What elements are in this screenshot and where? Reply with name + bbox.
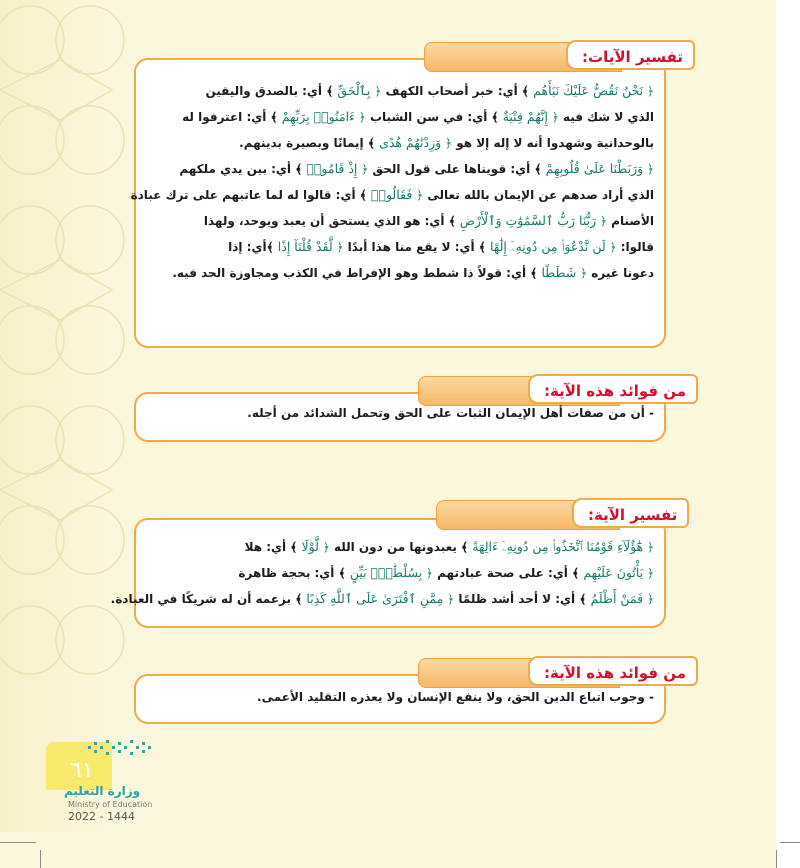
text-line (146, 560, 654, 586)
crop-mark (780, 842, 800, 843)
section-title: من فوائد هذه الآية: (528, 374, 698, 404)
quran-bracket: ﴿ (547, 110, 559, 124)
tafsir-verse-text (110, 534, 654, 612)
quran-bracket: ﴿ (443, 592, 455, 606)
quran-quote: يَأْتُونَ عَلَيْهِم (583, 565, 644, 580)
quran-quote: إِذْ قَامُوا۟ (306, 161, 358, 176)
page-number: ٦١ (70, 758, 94, 783)
explanation-text: ﴾ أي: بحجة ظاهرة (238, 566, 350, 580)
ministry-name-english: Ministry of Education (68, 800, 153, 809)
quran-quote: بِٱلْحَقِّ (337, 83, 371, 98)
edition-year: 2022 - 1444 (68, 810, 135, 823)
ministry-logo-dots (86, 738, 154, 758)
quran-bracket: ﴿ (357, 162, 369, 176)
quran-quote: لَن نَّدْعُوَا۟ مِن دُونِهِۦٓ إِلَٰهًا (490, 239, 606, 254)
quran-quote: هَٰٓؤُلَآءِ قَوْمُنَا ٱتَّخَذُوا۟ مِن دُونِهِۦٓ ءَالِهَةً (472, 539, 644, 554)
section-title: تفسير الآية: (572, 498, 689, 528)
explanation-text: قالوا: (616, 240, 654, 254)
explanation-text: ﴾ أي: اعترفوا له (182, 110, 282, 124)
page-margin (776, 0, 800, 868)
crop-mark (40, 850, 41, 868)
explanation-text: ﴾ أي: في سن الشباب (365, 110, 503, 124)
quran-bracket: ﴿ (354, 110, 366, 124)
explanation-text: ﴾ أي: خبر أصحاب الكهف (381, 84, 534, 98)
text-line (146, 234, 654, 260)
quran-bracket: ﴿ (441, 136, 453, 150)
quran-quote: مِمَّنِ ٱفْتَرَىٰ عَلَى ٱللَّهِ كَذِبًا (306, 591, 444, 606)
text-line (146, 104, 654, 130)
quran-bracket: ﴿ (643, 162, 654, 176)
explanation-text: ﴾ أي: لا أحد أشد ظلمًا (454, 592, 591, 606)
text-line (146, 534, 654, 560)
explanation-text: دعونا غيره (587, 266, 654, 280)
explanation-text: ﴾ أي: هلا (244, 540, 302, 554)
quran-quote: وَرَبَطْنَا عَلَىٰ قُلُوبِهِمْ (545, 161, 644, 176)
text-line (146, 260, 654, 286)
quran-bracket: ﴿ (643, 84, 654, 98)
tafsir-verses-text (130, 78, 654, 286)
quran-bracket: ﴿ (370, 84, 382, 98)
explanation-text: ﴾ إيمانًا وبصيرة بدينهم. (239, 136, 380, 150)
quran-quote: لَّقَدْ قُلْنَآ إِذًا (277, 239, 333, 254)
text-line (110, 586, 654, 612)
explanation-text: ﴾ أي: على صحة عبادتهم (432, 566, 584, 580)
benefit-text: - وجوب اتباع الدين الحق، ولا ينفع الإنسان ولا يعذره التقليد الأعمى. (257, 690, 654, 704)
explanation-text: ﴾ أي: لا يقع منا هذا أبدًا (343, 240, 491, 254)
text-line (146, 78, 654, 104)
text-line (146, 208, 654, 234)
text-line (146, 130, 654, 156)
section-title: من فوائد هذه الآية: (528, 656, 698, 686)
arabesque-pattern (0, 0, 112, 740)
explanation-text: الذي لا شك فيه (558, 110, 654, 124)
quran-bracket: ﴿ (576, 266, 588, 280)
quran-quote: شَطَطًا (541, 265, 577, 280)
explanation-text: ﴾ أي: قالوا له لما عاتبهم على ترك عبادة (130, 188, 371, 202)
quran-quote: وَزِدْنَٰهُمْ هُدًى (379, 135, 442, 150)
explanation-text: الذي أراد صدهم عن الإيمان بالله تعالى (423, 188, 654, 202)
quran-bracket: ﴿ (643, 566, 654, 580)
quran-quote: فَقَالُوا۟ (370, 187, 413, 202)
quran-quote: إِنَّهُمْ فِتْيَةٌ (502, 109, 548, 124)
quran-bracket: ﴿ (596, 214, 607, 228)
quran-quote: فَمَنْ أَظْلَمُ (590, 591, 644, 606)
explanation-text: ﴾ أي: هو الذي يستحق أن يعبد ويوحد، ولهذا (203, 214, 460, 228)
explanation-text: ﴾ بزعمه أن له شريكًا في العبادة. (110, 592, 307, 606)
explanation-text: ﴾ يعبدونها من دون الله (329, 540, 473, 554)
quran-quote: نَحْنُ نَقُصُّ عَلَيْكَ نَبَأَهُم (533, 83, 644, 98)
quran-bracket: ﴿ (605, 240, 617, 254)
explanation-text: الأصنام (606, 214, 654, 228)
explanation-text: ﴾ أي: بالصدق واليقين (205, 84, 338, 98)
quran-bracket: ﴿ (422, 566, 433, 580)
explanation-text: ﴾أي: إذا (228, 240, 278, 254)
explanation-text: ﴾ أي: بين يدي ملكهم (179, 162, 307, 176)
quran-quote: رَبُّنَا رَبُّ ٱلسَّمَٰوَٰتِ وَٱلْأَرْضِ (459, 213, 597, 228)
benefit-text: - أن من صفات أهل الإيمان الثبات على الحق وتحمل الشدائد من أجله. (247, 406, 654, 420)
quran-quote: لَّوْلَا (301, 539, 319, 554)
quran-bracket: ﴿ (643, 592, 654, 606)
explanation-text: ﴾ أي: قولاً ذا شطط وهو الإفراط في الكذب ومجاوزة الحد فيه. (172, 266, 542, 280)
section-title: تفسير الآيات: (566, 40, 695, 70)
quran-bracket: ﴿ (332, 240, 344, 254)
quran-quote: ءَامَنُوا۟ بِرَبِّهِمْ (281, 109, 355, 124)
crop-mark (0, 842, 36, 843)
text-line (130, 182, 654, 208)
crop-mark (776, 850, 777, 868)
ministry-name-arabic: وزارة التعليم (64, 784, 141, 798)
quran-quote: بِسُلْطَٰنٍۭ بَيِّنٍ (349, 565, 423, 580)
quran-bracket: ﴿ (318, 540, 330, 554)
explanation-text: بالوحدانية وشهدوا أنه لا إله إلا هو (452, 136, 654, 150)
text-line (146, 156, 654, 182)
explanation-text: ﴾ أي: قويناها على قول الحق (368, 162, 546, 176)
quran-bracket: ﴿ (643, 540, 654, 554)
quran-bracket: ﴿ (412, 188, 424, 202)
